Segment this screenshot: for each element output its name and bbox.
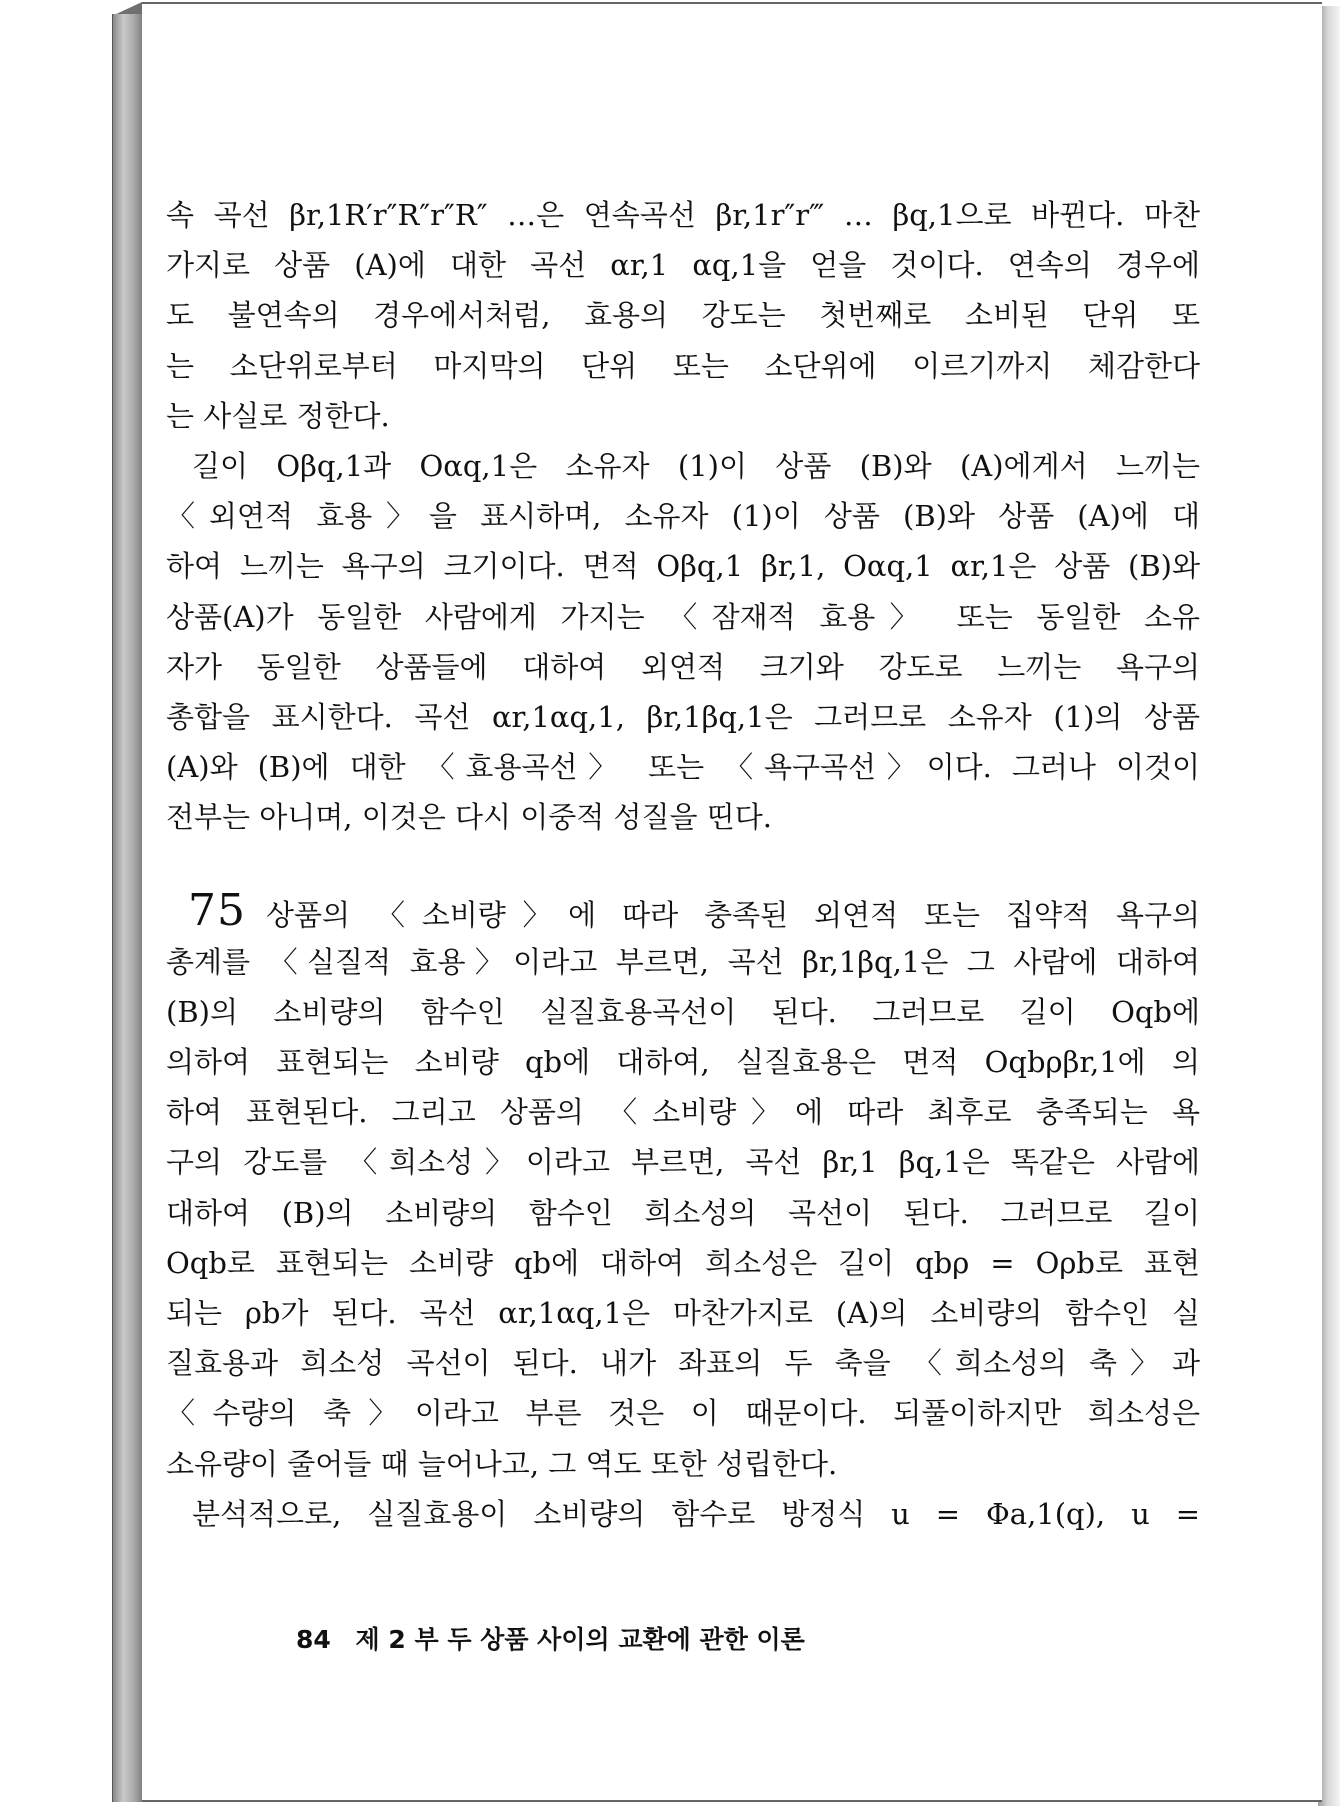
- text-line: 총계를 〈실질적 효용〉이라고 부르면, 곡선 βr,1βq,1은 그 사람에 대하여: [166, 944, 1200, 979]
- text-line: 하여 표현된다. 그리고 상품의 〈소비량〉에 따라 최후로 충족되는 욕: [166, 1095, 1200, 1130]
- text-line: 가지로 상품 (A)에 대한 곡선 αr,1 αq,1을 얻을 것이다. 연속의 경우에: [166, 248, 1200, 283]
- text-line: 속 곡선 βr,1R′r″R″r″R″ …은 연속곡선 βr,1r″r‴ … βq,1으로 바뀐다. 마찬: [166, 198, 1200, 232]
- section-number: 75: [188, 885, 246, 937]
- text-line: 는 소단위로부터 마지막의 단위 또는 소단위에 이르기까지 체감한다: [166, 348, 1200, 383]
- text-line: 총합을 표시한다. 곡선 αr,1αq,1, βr,1βq,1은 그러므로 소유자 (1)의 상품: [166, 699, 1200, 734]
- section-first-line: 상품의 〈소비량〉에 따라 충족된 외연적 또는 집약적 욕구의: [266, 898, 1200, 933]
- running-head: 제 2 부 두 상품 사이의 교환에 관한 이론: [355, 1625, 805, 1654]
- section-spacer: [166, 842, 1200, 886]
- text-line: 〈수량의 축〉이라고 부른 것은 이 때문이다. 되풀이하지만 희소성은: [166, 1396, 1200, 1431]
- text-line: 의하여 표현되는 소비량 qb에 대하여, 실질효용은 면적 Oqbρβr,1에 의: [166, 1045, 1200, 1079]
- text-line: 도 불연속의 경우에서처럼, 효용의 강도는 첫번째로 소비된 단위 또: [166, 298, 1200, 333]
- book-spine: [112, 14, 143, 1802]
- paragraph-4: [166, 1489, 1200, 1539]
- page-footer: [296, 1620, 805, 1656]
- text-line: [166, 886, 1200, 936]
- paragraph-1: [166, 190, 1200, 441]
- text-line: 하여 느끼는 욕구의 크기이다. 면적 Oβq,1 βr,1, Oαq,1 αr,1은 상품 (B)와: [166, 549, 1200, 584]
- text-line: 는 사실로 정한다.: [166, 398, 390, 433]
- text-line: 되는 ρb가 된다. 곡선 αr,1αq,1은 마찬가지로 (A)의 소비량의 함수인 실: [166, 1295, 1200, 1330]
- text-line: 〈외연적 효용〉을 표시하며, 소유자 (1)이 상품 (B)와 상품 (A)에 대: [166, 499, 1200, 534]
- page-number: 84: [296, 1625, 331, 1654]
- text-line: 분석적으로, 실질효용이 소비량의 함수로 방정식 u = Φa,1(q), u =: [192, 1496, 1200, 1531]
- text-line: 구의 강도를 〈희소성〉이라고 부르면, 곡선 βr,1 βq,1은 똑같은 사람에: [166, 1145, 1200, 1180]
- text-line: 상품(A)가 동일한 사람에게 가지는 〈잠재적 효용〉 또는 동일한 소유: [166, 599, 1200, 634]
- text-line: 길이 Oβq,1과 Oαq,1은 소유자 (1)이 상품 (B)와 (A)에게서 느끼는: [192, 448, 1200, 483]
- section-75: [166, 886, 1200, 1488]
- text-line: 대하여 (B)의 소비량의 함수인 희소성의 곡선이 된다. 그러므로 길이: [166, 1195, 1200, 1230]
- text-line: (B)의 소비량의 함수인 실질효용곡선이 된다. 그러므로 길이 Oqb에: [166, 994, 1200, 1029]
- paragraph-2: [166, 441, 1200, 843]
- page-body: [166, 190, 1200, 1539]
- text-line: 질효용과 희소성 곡선이 된다. 내가 좌표의 두 축을 〈희소성의 축〉과: [166, 1346, 1200, 1381]
- text-line: 전부는 아니며, 이것은 다시 이중적 성질을 띤다.: [166, 800, 773, 835]
- text-line: 소유량이 줄어들 때 늘어나고, 그 역도 또한 성립한다.: [166, 1446, 838, 1481]
- text-line: (A)와 (B)에 대한 〈효용곡선〉 또는 〈욕구곡선〉이다. 그러나 이것이: [166, 750, 1200, 785]
- text-line: Oqb로 표현되는 소비량 qb에 대하여 희소성은 길이 qbρ = Oρb로 표현: [166, 1245, 1200, 1280]
- text-line: 자가 동일한 상품들에 대하여 외연적 크기와 강도로 느끼는 욕구의: [166, 649, 1200, 684]
